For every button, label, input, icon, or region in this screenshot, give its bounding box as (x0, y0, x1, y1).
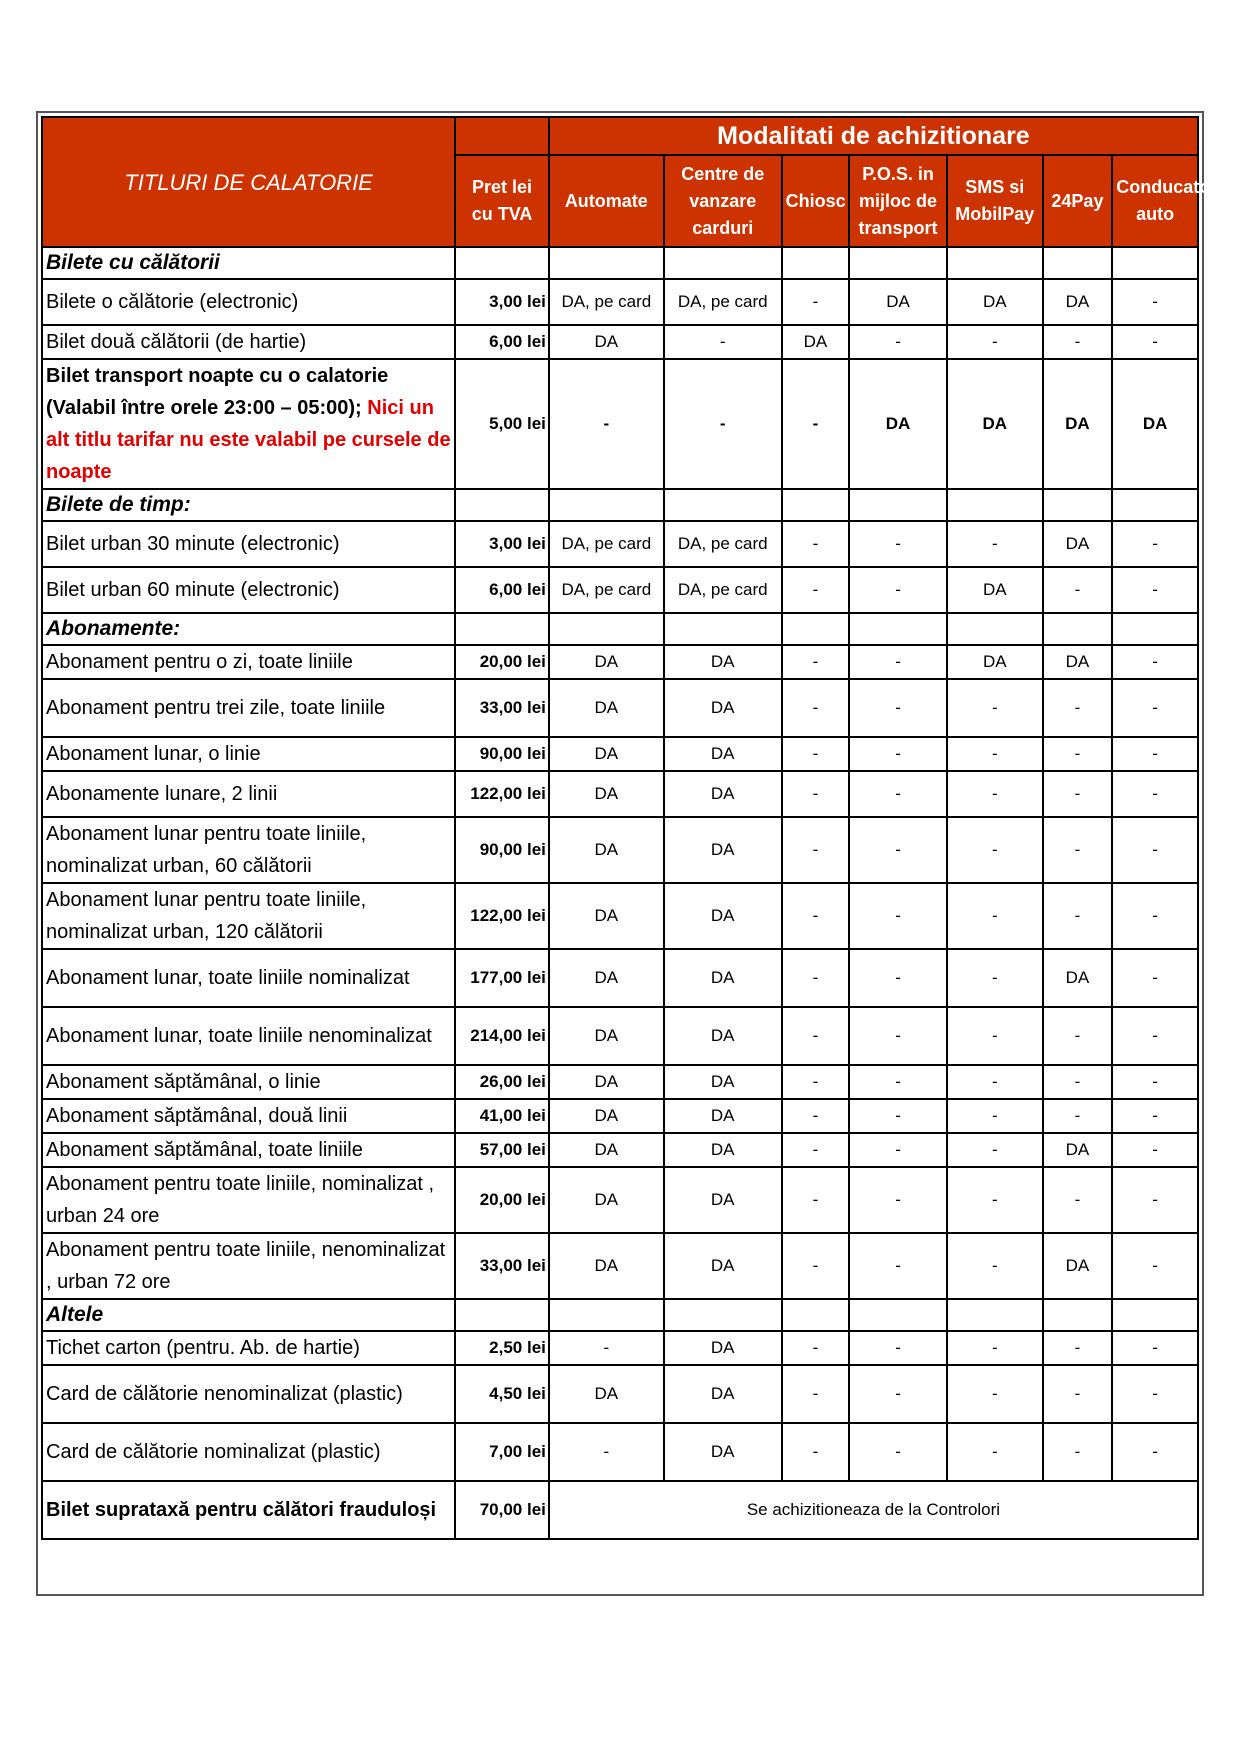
availability-cell: - (1112, 279, 1198, 325)
availability-cell: - (1112, 521, 1198, 567)
availability-cell: DA (549, 1167, 664, 1233)
ticket-name-text: Abonament săptămânal, două linii (46, 1105, 348, 1127)
availability-cell: DA (947, 279, 1043, 325)
table-row (42, 325, 1198, 359)
availability-cell: DA (549, 1133, 664, 1167)
ticket-name (42, 1007, 455, 1065)
availability-cell: DA (549, 1099, 664, 1133)
ticket-name (42, 1481, 455, 1539)
ticket-name-text: Abonament lunar, toate liniile nominalizat (46, 967, 410, 989)
availability-cell: - (782, 1007, 850, 1065)
ticket-name-text: Bilet suprataxă pentru călători frauduloși (46, 1499, 437, 1521)
section-label: Bilete de timp: (42, 489, 455, 521)
availability-cell: - (1112, 737, 1198, 771)
availability-cell: - (849, 883, 947, 949)
availability-cell: DA (1043, 359, 1113, 489)
availability-cell: DA (549, 883, 664, 949)
ticket-price: 90,00 lei (455, 817, 549, 883)
availability-cell: DA (664, 1007, 782, 1065)
availability-cell: - (1112, 1365, 1198, 1423)
availability-cell: DA, pe card (549, 521, 664, 567)
ticket-name-text: Abonament lunar, o linie (46, 743, 261, 765)
ticket-name (42, 679, 455, 737)
availability-cell: - (849, 1099, 947, 1133)
section-label: Abonamente: (42, 613, 455, 645)
table-row (42, 567, 1198, 613)
availability-cell: DA (1043, 521, 1113, 567)
availability-cell: - (947, 679, 1043, 737)
availability-cell: DA (664, 1233, 782, 1299)
table-row (42, 1065, 1198, 1099)
availability-cell: - (947, 1133, 1043, 1167)
availability-cell: - (1112, 645, 1198, 679)
availability-cell: DA (664, 1099, 782, 1133)
availability-cell: DA (1043, 1233, 1113, 1299)
availability-cell: DA (549, 645, 664, 679)
section-row (42, 613, 1198, 645)
ticket-price: 20,00 lei (455, 645, 549, 679)
price-header-top (455, 117, 549, 155)
availability-cell: - (1112, 325, 1198, 359)
availability-cell: - (849, 1133, 947, 1167)
availability-cell: DA (849, 279, 947, 325)
availability-cell: - (782, 771, 850, 817)
section-row (42, 1299, 1198, 1331)
availability-cell: - (947, 817, 1043, 883)
availability-cell: - (1112, 1007, 1198, 1065)
availability-cell: - (849, 1065, 947, 1099)
ticket-name (42, 1331, 455, 1365)
availability-cell: DA (664, 1065, 782, 1099)
ticket-name-text: Bilet urban 60 minute (electronic) (46, 579, 340, 601)
availability-cell: DA (1043, 645, 1113, 679)
availability-cell: DA (664, 817, 782, 883)
ticket-name (42, 817, 455, 883)
ticket-name (42, 279, 455, 325)
table-row (42, 279, 1198, 325)
availability-cell: - (549, 1331, 664, 1365)
availability-cell: DA (947, 359, 1043, 489)
ticket-price: 33,00 lei (455, 1233, 549, 1299)
availability-cell: - (849, 737, 947, 771)
availability-cell: - (782, 949, 850, 1007)
availability-cell: DA (664, 1423, 782, 1481)
ticket-name (42, 1365, 455, 1423)
availability-cell: - (1043, 1423, 1113, 1481)
table-row (42, 1481, 1198, 1539)
ticket-name-text: Card de călătorie nominalizat (plastic) (46, 1441, 381, 1463)
availability-cell: - (947, 1065, 1043, 1099)
ticket-name-text: Bilet transport noapte cu o calatorie (Valabil între orele 23:00 – 05:00); (46, 365, 389, 419)
availability-cell: DA (1043, 279, 1113, 325)
ticket-name (42, 883, 455, 949)
availability-cell: DA (664, 645, 782, 679)
availability-cell: DA (782, 325, 850, 359)
ticket-name-text: Bilet urban 30 minute (electronic) (46, 533, 340, 555)
availability-cell: DA (549, 1007, 664, 1065)
ticket-name-text: Card de călătorie nenominalizat (plastic) (46, 1383, 403, 1405)
tariff-table-frame (36, 111, 1218, 1596)
ticket-name-text: Abonament săptămânal, toate liniile (46, 1139, 363, 1161)
availability-cell: DA (664, 1167, 782, 1233)
availability-cell: DA (549, 679, 664, 737)
availability-cell: DA (664, 771, 782, 817)
availability-cell: - (782, 737, 850, 771)
availability-cell: DA (549, 325, 664, 359)
method-header-chiosc: Chiosc (782, 155, 850, 247)
availability-cell: - (782, 679, 850, 737)
availability-cell: - (947, 1099, 1043, 1133)
availability-cell: - (1112, 1099, 1198, 1133)
ticket-name-text: Bilet două călătorii (de hartie) (46, 331, 307, 353)
availability-cell: - (782, 567, 850, 613)
ticket-name (42, 567, 455, 613)
availability-cell: - (782, 1099, 850, 1133)
availability-cell: - (849, 817, 947, 883)
availability-cell: - (947, 1423, 1043, 1481)
availability-cell: - (1112, 1133, 1198, 1167)
ticket-price: 70,00 lei (455, 1481, 549, 1539)
section-label: Bilete cu călătorii (42, 247, 455, 279)
availability-cell: - (1043, 883, 1113, 949)
table-row (42, 1233, 1198, 1299)
table-row (42, 1167, 1198, 1233)
availability-cell: DA (664, 737, 782, 771)
availability-cell: DA, pe card (549, 567, 664, 613)
ticket-name (42, 1065, 455, 1099)
ticket-warning-text: Nici un alt titlu tarifar nu este valabil pe cursele de noapte (46, 397, 451, 483)
availability-cell: DA (664, 949, 782, 1007)
method-header-automate: Automate (549, 155, 664, 247)
table-row (42, 1331, 1198, 1365)
availability-cell: - (947, 1167, 1043, 1233)
availability-cell: - (1043, 1007, 1113, 1065)
availability-cell: - (1112, 949, 1198, 1007)
ticket-price: 41,00 lei (455, 1099, 549, 1133)
availability-cell: - (947, 883, 1043, 949)
availability-cell: - (947, 737, 1043, 771)
ticket-price: 7,00 lei (455, 1423, 549, 1481)
availability-cell: - (1043, 1365, 1113, 1423)
table-row (42, 949, 1198, 1007)
ticket-price: 6,00 lei (455, 325, 549, 359)
availability-cell: - (1043, 1065, 1113, 1099)
availability-cell: - (1112, 1331, 1198, 1365)
availability-cell: - (782, 279, 850, 325)
method-header-24pay: 24Pay (1043, 155, 1113, 247)
availability-cell: DA, pe card (549, 279, 664, 325)
availability-cell: - (947, 325, 1043, 359)
availability-cell: - (849, 771, 947, 817)
availability-cell: - (782, 521, 850, 567)
section-row (42, 489, 1198, 521)
availability-cell: - (1043, 1167, 1113, 1233)
availability-cell: DA (549, 1065, 664, 1099)
table-row (42, 1365, 1198, 1423)
availability-cell: DA (549, 771, 664, 817)
availability-cell: - (1043, 1099, 1113, 1133)
price-header: Pret lei cu TVA (455, 155, 549, 247)
ticket-price: 177,00 lei (455, 949, 549, 1007)
availability-cell: - (782, 1331, 850, 1365)
availability-cell: - (849, 1007, 947, 1065)
availability-cell: - (1112, 1065, 1198, 1099)
availability-cell: - (849, 679, 947, 737)
ticket-price: 122,00 lei (455, 883, 549, 949)
ticket-name-text: Abonament lunar pentru toate liniile, nominalizat urban, 60 călătorii (46, 823, 367, 877)
ticket-price: 2,50 lei (455, 1331, 549, 1365)
availability-cell: - (1043, 817, 1113, 883)
ticket-name (42, 325, 455, 359)
table-row (42, 1099, 1198, 1133)
ticket-price: 26,00 lei (455, 1065, 549, 1099)
availability-cell: - (947, 1007, 1043, 1065)
availability-cell: DA (664, 1365, 782, 1423)
tariff-table (41, 116, 1218, 1540)
table-row (42, 1133, 1198, 1167)
ticket-name-text: Abonament pentru toate liniile, nominalizat , urban 24 ore (46, 1173, 435, 1227)
ticket-name (42, 1099, 455, 1133)
ticket-price: 3,00 lei (455, 279, 549, 325)
availability-cell: - (1043, 1331, 1113, 1365)
availability-cell: DA (664, 1133, 782, 1167)
table-row (42, 645, 1198, 679)
availability-cell: DA (947, 567, 1043, 613)
ticket-name-text: Tichet carton (pentru. Ab. de hartie) (46, 1337, 360, 1359)
availability-cell: - (1043, 679, 1113, 737)
availability-cell: DA (664, 679, 782, 737)
availability-cell: DA, pe card (664, 567, 782, 613)
availability-cell: DA (549, 949, 664, 1007)
availability-cell: - (849, 1167, 947, 1233)
availability-cell: - (1043, 771, 1113, 817)
table-row (42, 883, 1198, 949)
availability-cell: - (947, 1233, 1043, 1299)
availability-cell: - (664, 325, 782, 359)
table-row (42, 521, 1198, 567)
availability-cell: DA (1043, 949, 1113, 1007)
ticket-price: 6,00 lei (455, 567, 549, 613)
table-row (42, 771, 1198, 817)
availability-cell: - (664, 359, 782, 489)
availability-cell: DA (549, 737, 664, 771)
ticket-price: 5,00 lei (455, 359, 549, 489)
section-row (42, 247, 1198, 279)
ticket-name (42, 359, 455, 489)
availability-cell: - (782, 883, 850, 949)
ticket-name (42, 1423, 455, 1481)
table-row (42, 1007, 1198, 1065)
availability-cell: DA (549, 1365, 664, 1423)
ticket-name (42, 645, 455, 679)
availability-cell: - (849, 325, 947, 359)
availability-cell: - (782, 1233, 850, 1299)
availability-cell: - (849, 645, 947, 679)
availability-cell: - (849, 1423, 947, 1481)
acquisition-header: Modalitati de achizitionare (549, 117, 1198, 155)
ticket-name-text: Abonament lunar pentru toate liniile, nominalizat urban, 120 călătorii (46, 889, 367, 943)
availability-cell: - (1112, 883, 1198, 949)
availability-cell: - (1112, 817, 1198, 883)
ticket-name (42, 737, 455, 771)
method-header-centre: Centre de vanzare carduri (664, 155, 782, 247)
availability-cell: - (782, 1133, 850, 1167)
ticket-price: 122,00 lei (455, 771, 549, 817)
availability-cell: DA (849, 359, 947, 489)
availability-cell: - (1112, 1167, 1198, 1233)
availability-cell: - (1112, 771, 1198, 817)
method-header-conducator: Conducator auto (1112, 155, 1198, 247)
acquisition-note: Se achizitioneaza de la Controlori (549, 1481, 1198, 1539)
availability-cell: - (947, 1365, 1043, 1423)
availability-cell: - (782, 359, 850, 489)
ticket-price: 57,00 lei (455, 1133, 549, 1167)
ticket-name-text: Abonament pentru o zi, toate liniile (46, 651, 353, 673)
availability-cell: - (849, 567, 947, 613)
ticket-name-text: Bilete o călătorie (electronic) (46, 291, 299, 313)
ticket-name-text: Abonamente lunare, 2 linii (46, 783, 278, 805)
ticket-price: 3,00 lei (455, 521, 549, 567)
availability-cell: - (849, 1233, 947, 1299)
availability-cell: DA (664, 883, 782, 949)
availability-cell: - (849, 1365, 947, 1423)
ticket-price: 90,00 lei (455, 737, 549, 771)
method-header-sms: SMS si MobilPay (947, 155, 1043, 247)
ticket-name (42, 1133, 455, 1167)
availability-cell: - (1043, 737, 1113, 771)
ticket-price: 33,00 lei (455, 679, 549, 737)
availability-cell: DA (1043, 1133, 1113, 1167)
titles-header: TITLURI DE CALATORIE (42, 117, 455, 247)
ticket-name (42, 949, 455, 1007)
availability-cell: DA (664, 1331, 782, 1365)
table-row (42, 679, 1198, 737)
availability-cell: - (782, 1423, 850, 1481)
availability-cell: - (782, 1167, 850, 1233)
availability-cell: DA (947, 645, 1043, 679)
ticket-name (42, 1233, 455, 1299)
method-header-pos: P.O.S. in mijloc de transport (849, 155, 947, 247)
availability-cell: - (782, 645, 850, 679)
availability-cell: - (1043, 325, 1113, 359)
availability-cell: - (849, 949, 947, 1007)
availability-cell: - (1043, 567, 1113, 613)
availability-cell: DA, pe card (664, 521, 782, 567)
availability-cell: DA (549, 1233, 664, 1299)
availability-cell: - (1112, 1233, 1198, 1299)
availability-cell: - (1112, 679, 1198, 737)
availability-cell: DA (549, 817, 664, 883)
ticket-price: 214,00 lei (455, 1007, 549, 1065)
availability-cell: - (782, 1365, 850, 1423)
ticket-name-text: Abonament săptămânal, o linie (46, 1071, 321, 1093)
section-label: Altele (42, 1299, 455, 1331)
ticket-name-text: Abonament pentru trei zile, toate liniile (46, 697, 386, 719)
availability-cell: - (947, 771, 1043, 817)
ticket-name (42, 1167, 455, 1233)
ticket-name (42, 771, 455, 817)
availability-cell: - (782, 817, 850, 883)
availability-cell: - (549, 359, 664, 489)
availability-cell: - (849, 521, 947, 567)
availability-cell: - (1112, 567, 1198, 613)
ticket-name-text: Abonament lunar, toate liniile nenominalizat (46, 1025, 432, 1047)
availability-cell: - (947, 521, 1043, 567)
ticket-price: 20,00 lei (455, 1167, 549, 1233)
ticket-name (42, 521, 455, 567)
ticket-price: 4,50 lei (455, 1365, 549, 1423)
table-row (42, 817, 1198, 883)
availability-cell: DA (1112, 359, 1198, 489)
availability-cell: DA, pe card (664, 279, 782, 325)
availability-cell: - (782, 1065, 850, 1099)
availability-cell: - (1112, 1423, 1198, 1481)
availability-cell: - (947, 949, 1043, 1007)
table-row (42, 359, 1198, 489)
availability-cell: - (849, 1331, 947, 1365)
table-row (42, 1423, 1198, 1481)
availability-cell: - (549, 1423, 664, 1481)
table-row (42, 737, 1198, 771)
availability-cell: - (947, 1331, 1043, 1365)
ticket-name-text: Abonament pentru toate liniile, nenominalizat , urban 72 ore (46, 1239, 446, 1293)
